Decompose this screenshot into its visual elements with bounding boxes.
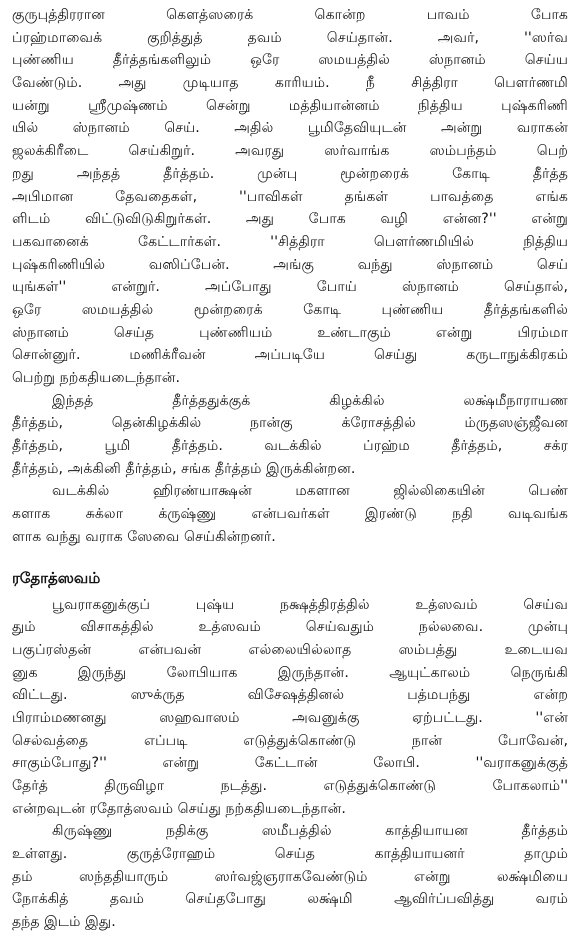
text-line: தும் விசாகத்தில் உத்ஸவம் செய்வதும் நல்லவை. முன்பு: [12, 619, 568, 636]
text-line: விட்டது. ஸுக்ருத விசேஷத்தினல் பத்மபந்து என்ற: [12, 687, 568, 704]
text-line: ளாக வந்து வராக ஸேவை செய்கின்றனர்.: [12, 528, 276, 545]
text-line: தீர்த்தம், தென்கிழக்கில் நான்கு க்ரோசத்தில் ம்ருதஸஞ்ஜீவன: [12, 415, 568, 432]
text-line: னுக இருந்து லோபியாக இருந்தான். ஆயுட்காலம் நெருங்கி: [12, 664, 568, 681]
paragraph: [12, 594, 568, 821]
text-line: கிருஷ்ணு நதிக்கு ஸமீபத்தில் காத்தியாயன தீர்த்தம்: [52, 823, 568, 840]
text-line: வடக்கில் ஹிரண்யாக்ஷன் மகளான ஜில்லிகையின் பெண்: [52, 483, 568, 500]
text-line: பகுப்ரஸ்தன் என்பவன் எல்லையில்லாத ஸம்பத்து உடையவ: [12, 641, 568, 658]
text-line: பூவராகனுக்குப் புஷ்ய நக்ஷத்திரத்தில் உத்ஸவம் செய்வ: [52, 596, 568, 613]
text-line: பெற்று நற்கதியடைந்தான்.: [12, 370, 180, 386]
text-line: புண்ணிய தீர்த்தங்களிலும் ஒரே ஸமயத்தில் ஸ்நானம் செய்ய: [12, 52, 568, 69]
text-line: ஒரே ஸமயத்தில் மூன்றரைக் கோடி புண்ணிய தீர்த்தங்களில்: [12, 301, 568, 318]
text-line: இந்தத் தீர்த்ததுக்குக் கிழக்கில் லக்ஷ்மீநாராயண: [52, 392, 568, 409]
text-line: சொன்னுர். மணிக்ரீவன் அப்படியே செய்து கருடாநுக்கிரகம்: [12, 347, 568, 364]
paragraph: [12, 4, 568, 390]
text-line: பகவானைக் கேட்டார்கள். ''சித்திரா பௌர்ணமியில் நித்திய: [12, 233, 568, 250]
section-heading-rathotsavam: ரதோத்ஸவம்: [12, 568, 101, 587]
text-line: களாக சுக்லா க்ருஷ்ணு என்பவர்கள் இரண்டு நதி வடிவங்க: [12, 506, 568, 523]
paragraph: [12, 480, 568, 548]
text-line: யுங்கள்'' என்றுர். அப்போது போய் ஸ்நானம் செய்தால்,: [12, 279, 568, 296]
paragraph: [12, 390, 568, 481]
text-line: அபிமான தேவதைகள், ''பாவிகள் தங்கள் பாவத்தை எங்க: [12, 188, 568, 205]
text-line: ப்ரஹ்மாவைக் குறித்துத் தவம் செய்தான். அவர், ''ஸர்வ: [12, 29, 568, 46]
text-line: ஸ்நானம் செய்த புண்ணியம் உண்டாகும் என்று பிரம்மா: [12, 324, 568, 341]
text-line: என்றவுடன் ரதோத்ஸவம் செய்து நற்கதியடைந்தான்.: [12, 800, 346, 817]
text-line: புஷ்கரிணியில் வஸிப்பேன். அங்கு வந்து ஸ்நானம் செய்: [12, 256, 568, 273]
text-line: யன்று ஸ்ரீமுஷ்ணம் சென்று மத்தியான்னம் நித்திய புஷ்கரிணி: [12, 97, 568, 114]
text-line: தீர்த்தம், அக்கினி தீர்த்தம், சங்க தீர்த்தம் இருக்கின்றன.: [12, 460, 356, 477]
text-line: குருபுத்திரரான கௌத்ஸரைக் கொன்ற பாவம் போக: [12, 7, 568, 23]
text-line: செல்வத்தை எப்படி எடுத்துக்கொண்டு நான் போவேன்,: [12, 732, 568, 749]
text-line: தம் ஸந்ததியாரும் ஸர்வஜ்ஞராகவேண்டும் என்று லக்ஷ்மியை: [12, 868, 568, 885]
text-line: பிராம்மணனது ஸஹவாஸம் அவனுக்கு ஏற்பட்டது. ''என்: [12, 709, 568, 726]
text-line: ஜலக்கிரீடை செய்கிறுர். அவரது ஸர்வாங்க ஸம்பந்தம் பெற்: [12, 143, 568, 160]
text-line: சாகும்போது?'' என்று கேட்டான் லோபி. ''வராகனுக்குத்: [12, 755, 568, 772]
text-line: தீர்த்தம், பூமி தீர்த்தம். வடக்கில் ப்ரஹ்ம தீர்த்தம், சக்ர: [12, 438, 568, 455]
text-line: யில் ஸ்நானம் செய். அதில் பூமிதேவியுடன் அன்று வராகன்: [12, 120, 568, 137]
text-line: ளிடம் விட்டுவிடுகிறுர்கள். அது போக வழி என்ன?'' என்று: [12, 211, 568, 228]
text-line: றது அந்தத் தீர்த்தம். முன்பு மூன்றரைக் கோடி தீர்த்த: [12, 165, 568, 182]
paragraph: [12, 820, 568, 933]
section-rathotsavam: [12, 594, 568, 934]
text-line: நோக்கித் தவம் செய்தபோது லக்ஷ்மி ஆவிர்ப்பவித்து வரம்: [12, 891, 568, 908]
text-line: தேர்த் திருவிழா நடத்து. எடுத்துக்கொண்டு போகலாம்'': [12, 778, 568, 794]
text-line: தந்த இடம் இது.: [12, 914, 116, 931]
text-line: வேண்டும். அது முடியாத காரியம். நீ சித்திரா பௌர்ணமி: [12, 75, 568, 92]
text-line: உள்ளது. குருத்ரோஹம் செய்த காத்தியாயனர் தாமும்: [12, 846, 568, 863]
section-manikreevan-story: [12, 4, 568, 549]
